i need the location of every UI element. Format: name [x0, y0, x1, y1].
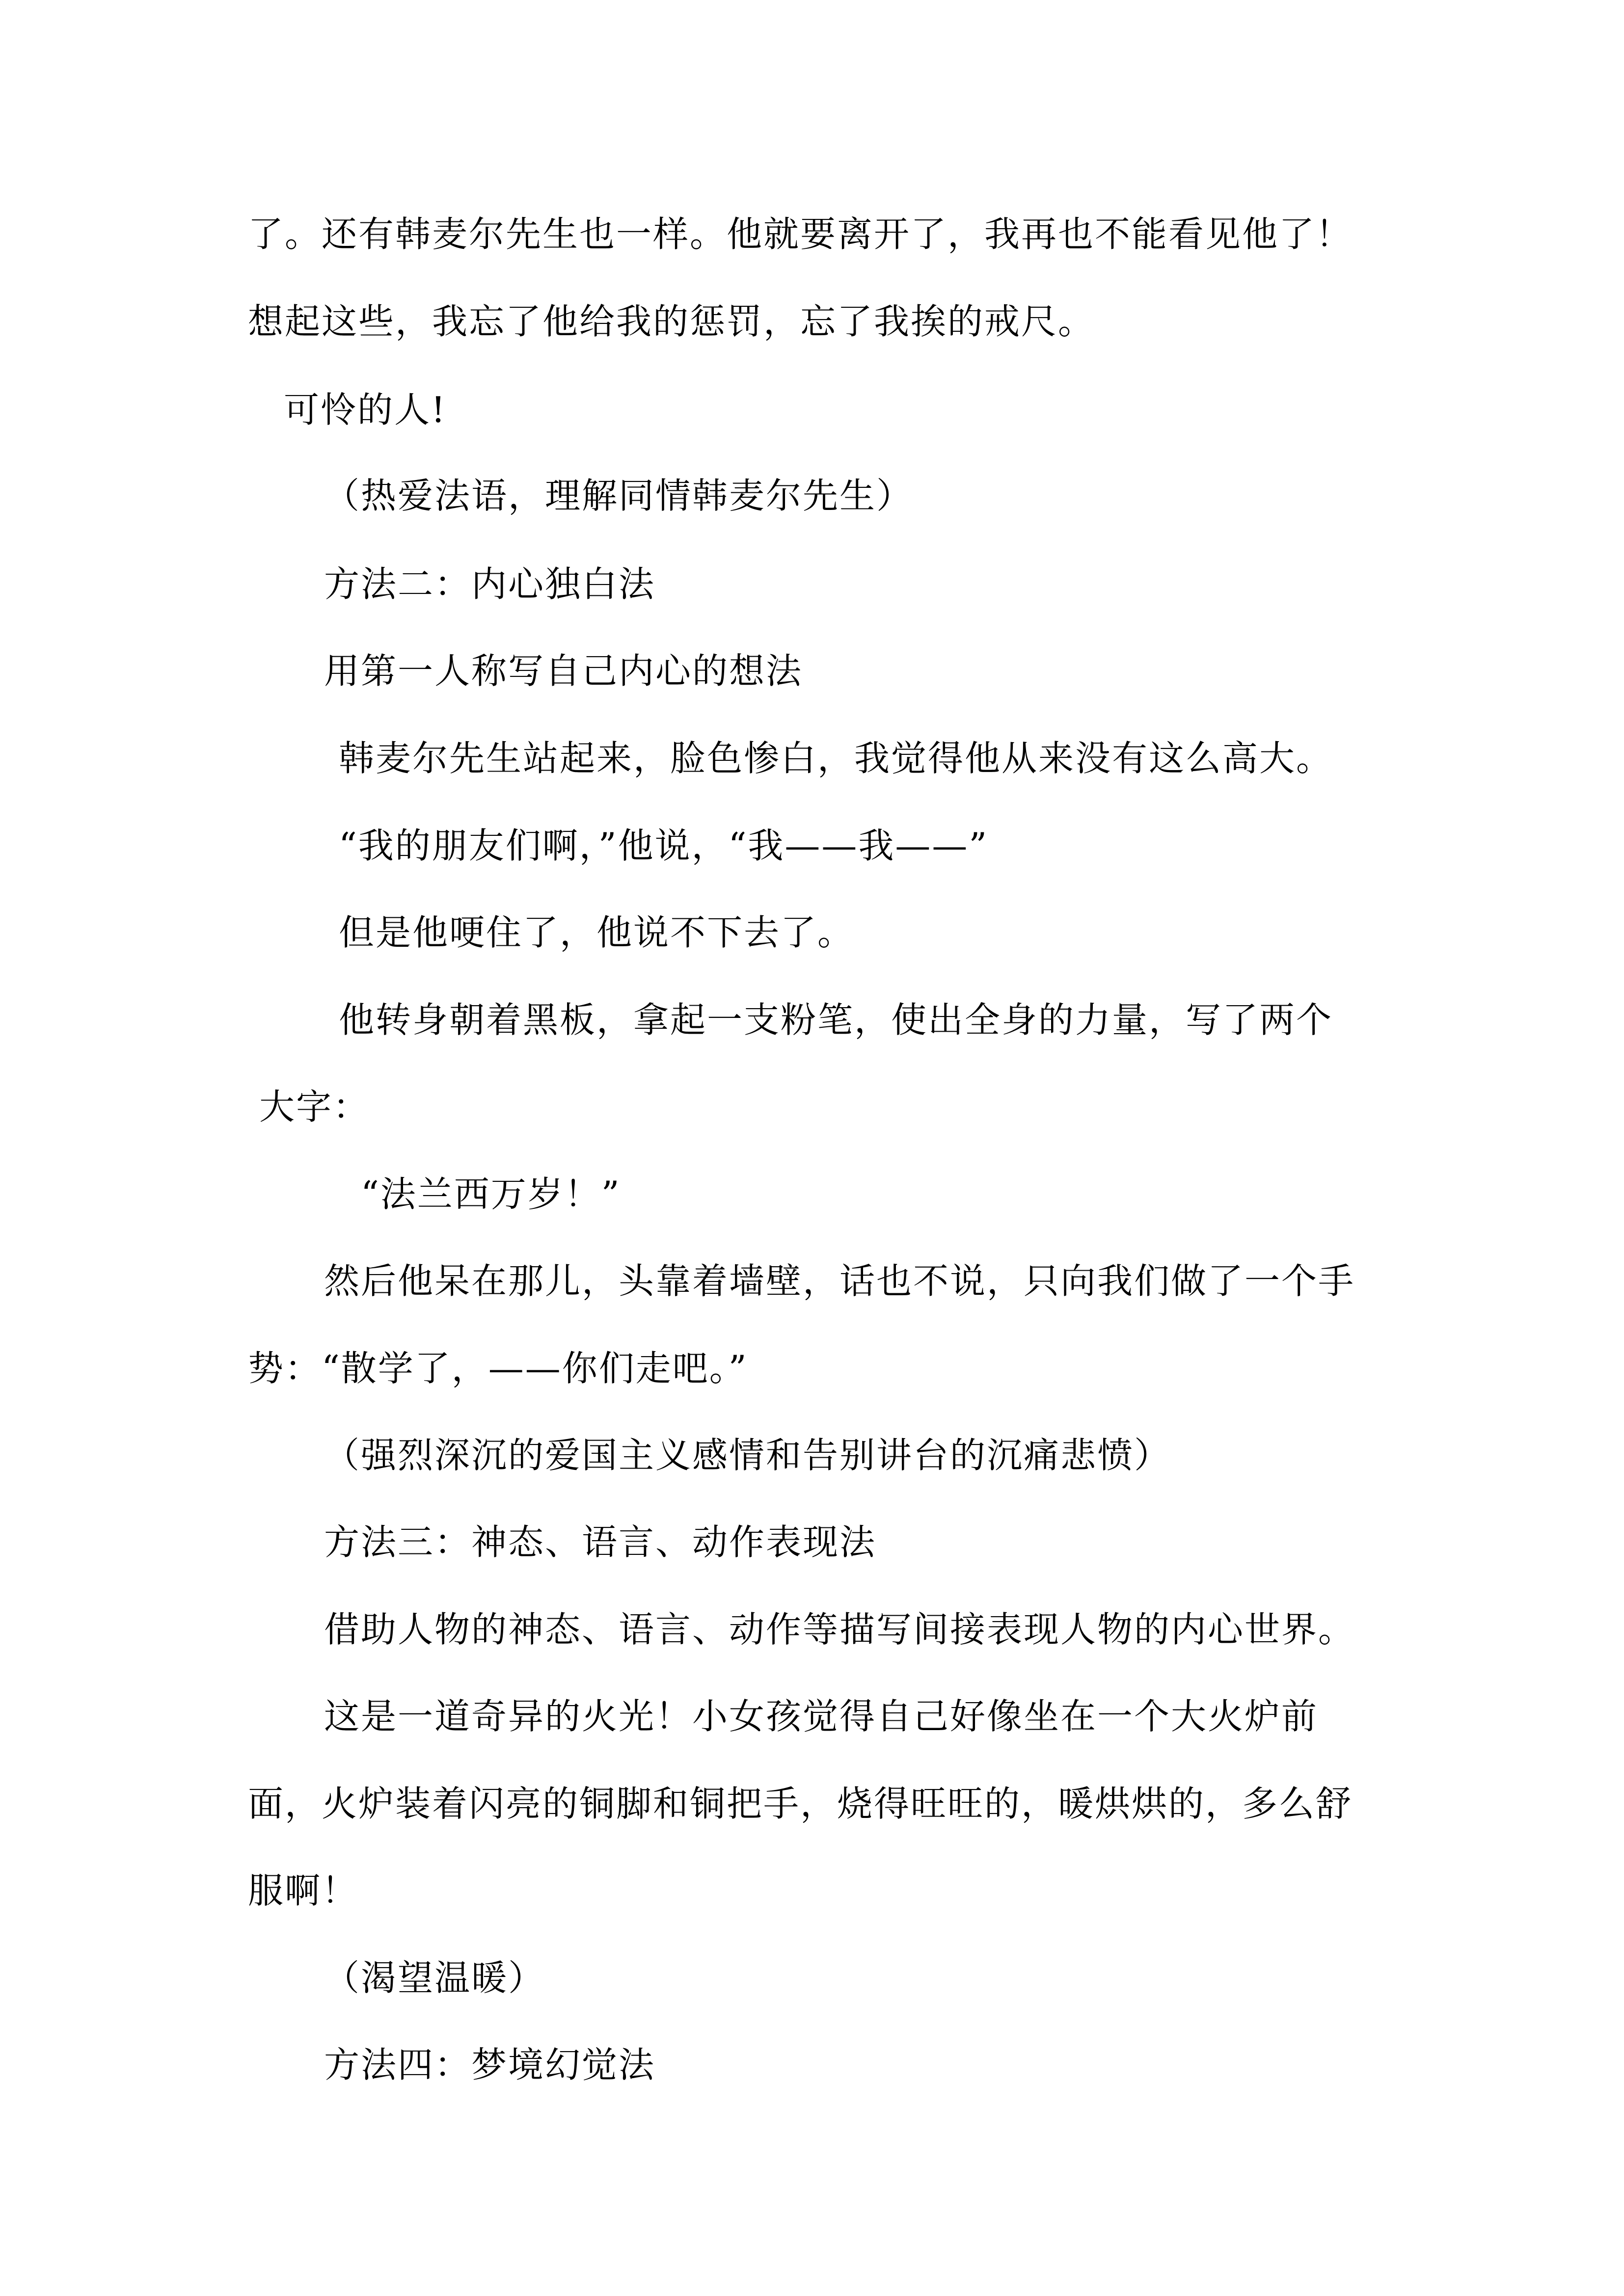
- text-line-22: 方法四：梦境幻觉法: [324, 2044, 656, 2085]
- text-line-21: （渴望温暖）: [324, 1957, 545, 1999]
- text-line-3: 可怜的人!: [284, 389, 447, 430]
- text-line-11: 大字：: [259, 1086, 370, 1127]
- text-line-16: 方法三：神态、语言、动作表现法: [324, 1522, 877, 1563]
- text-line-18: 这是一道奇异的火光！小女孩觉得自己好像坐在一个大火炉前: [324, 1696, 1319, 1737]
- text-line-17: 借助人物的神态、语言、动作等描写间接表现人物的内心世界。: [324, 1609, 1355, 1650]
- text-line-13: 然后他呆在那儿，头靠着墙壁，话也不说，只向我们做了一个手: [324, 1260, 1355, 1302]
- text-line-14: 势：“散学了，——你们走吧。”: [248, 1348, 748, 1389]
- text-line-12: “法兰西万岁！”: [361, 1174, 621, 1215]
- text-line-9: 但是他哽住了，他说不下去了。: [339, 912, 855, 953]
- text-line-7: 韩麦尔先生站起来，脸色惨白，我觉得他从来没有这么高大。: [339, 738, 1333, 779]
- text-line-19: 面，火炉装着闪亮的铜脚和铜把手，烧得旺旺的，暖烘烘的，多么舒: [248, 1783, 1353, 1824]
- text-line-2: 想起这些，我忘了他给我的惩罚，忘了我挨的戒尺。: [248, 301, 1095, 342]
- text-line-20: 服啊！: [248, 1870, 359, 1911]
- text-line-6: 用第一人称写自己内心的想法: [324, 650, 803, 692]
- text-line-5: 方法二：内心独白法: [324, 563, 656, 605]
- text-line-1: 了。还有韩麦尔先生也一样。他就要离开了，我再也不能看见他了！: [248, 214, 1353, 255]
- text-line-4: （热爱法语，理解同情韩麦尔先生）: [324, 475, 914, 516]
- text-line-15: （强烈深沉的爱国主义感情和告别讲台的沉痛悲愤）: [324, 1435, 1171, 1476]
- text-line-10: 他转身朝着黑板，拿起一支粉笔，使出全身的力量，写了两个: [339, 999, 1333, 1041]
- text-line-8: “我的朋友们啊，”他说，“我——我——”: [339, 825, 989, 866]
